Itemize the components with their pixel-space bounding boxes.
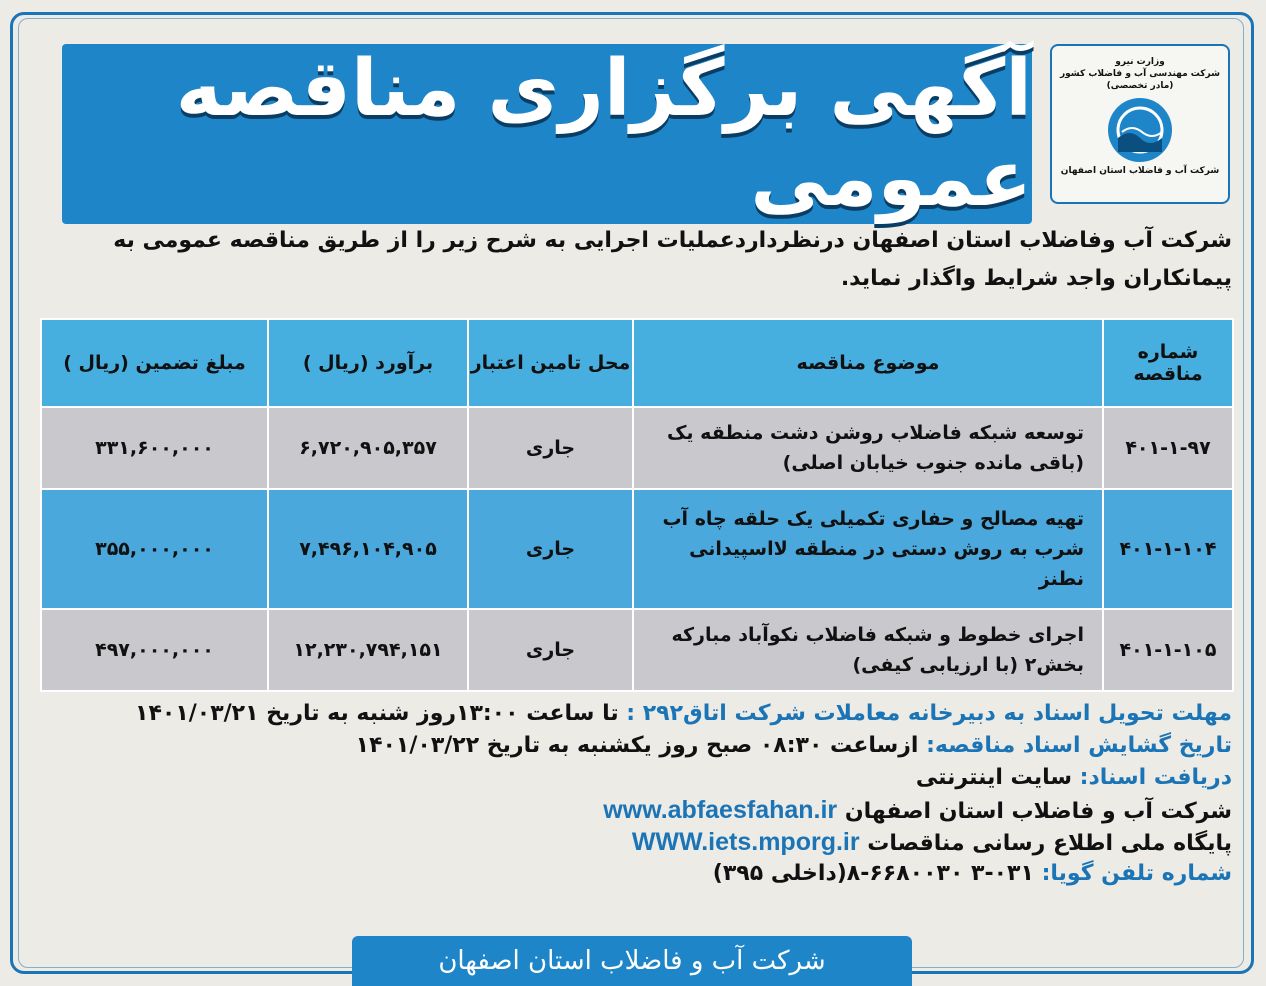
- cell-tender-number: ۴۰۱-۱-۹۷: [1103, 407, 1233, 489]
- cell-subject: توسعه شبکه فاضلاب روشن دشت منطقه یک (باقی مانده جنوب خیابان اصلی): [633, 407, 1103, 489]
- intro-paragraph: شرکت آب وفاضلاب استان اصفهان درنظرداردعملیات اجرایی به شرح زیر را از طریق مناقصه عمومی به پیمانکاران واجد شرایط واگذار نماید.: [113, 228, 1232, 291]
- cell-estimate: ۶,۷۲۰,۹۰۵,۳۵۷: [268, 407, 468, 489]
- logo-company: شرکت مهندسی آب و فاضلاب کشور: [1059, 69, 1220, 79]
- title-banner: [62, 44, 1032, 224]
- cell-subject: اجرای خطوط و شبکه فاضلاب نکوآباد مبارکه بخش۲ (با ارزیابی کیفی): [633, 609, 1103, 691]
- cell-funding-source: جاری: [468, 407, 633, 489]
- cell-guarantee: ۴۹۷,۰۰۰,۰۰۰: [41, 609, 268, 691]
- logo-ministry: وزارت نیرو: [1115, 57, 1165, 67]
- table-row: [41, 407, 1233, 489]
- header-subject: موضوع مناقصه: [633, 319, 1103, 407]
- cell-estimate: ۱۲,۲۳۰,۷۹۴,۱۵۱: [268, 609, 468, 691]
- docs-label: دریافت اسناد:: [1079, 765, 1232, 790]
- cell-subject: تهیه مصالح و حفاری تکمیلی یک حلقه چاه آب شرب به روش دستی در منطقه لااسپیدانی نطنز: [633, 489, 1103, 610]
- site2-text: پایگاه ملی اطلاع رسانی مناقصات: [867, 831, 1232, 856]
- site1-text: شرکت آب و فاضلاب استان اصفهان: [844, 799, 1232, 824]
- cell-funding-source: جاری: [468, 609, 633, 691]
- logo-subtitle: (مادر تخصصی): [1106, 81, 1174, 91]
- cell-guarantee: ۳۵۵,۰۰۰,۰۰۰: [41, 489, 268, 610]
- phone-value: ۰۳۱-۳ ۶۶۸۰۰۳۰-۸(داخلی ۳۹۵): [712, 861, 1034, 886]
- docs-value: سایت اینترنتی: [915, 765, 1072, 790]
- opening-label: تاریخ گشایش اسناد مناقصه:: [926, 733, 1232, 758]
- header-guarantee: مبلغ تضمین (ریال ): [41, 319, 268, 407]
- cell-funding-source: جاری: [468, 489, 633, 610]
- footer-text: شرکت آب و فاضلاب استان اصفهان: [438, 946, 826, 976]
- docs-line: [40, 762, 1232, 794]
- site2-link[interactable]: WWW.iets.mporg.ir: [631, 828, 860, 856]
- company-logo: [1050, 44, 1230, 204]
- table-header-row: [41, 319, 1233, 407]
- opening-value: ازساعت ۰۸:۳۰ صبح روز یکشنبه به تاریخ ۱۴۰۱/۰۳/۲۲: [355, 733, 919, 758]
- deadline-label: مهلت تحویل اسناد به دبیرخانه معاملات شرکت اتاق۲۹۲ :: [626, 701, 1232, 726]
- tender-table: [40, 318, 1232, 692]
- cell-estimate: ۷,۴۹۶,۱۰۴,۹۰۵: [268, 489, 468, 610]
- phone-label: شماره تلفن گویا:: [1041, 861, 1232, 886]
- page-title: آگهی برگزاری مناقصه عمومی: [175, 44, 1032, 224]
- site2-line: [40, 826, 1232, 858]
- phone-line: [40, 858, 1232, 890]
- logo-footer: شرکت آب و فاضلاب استان اصفهان: [1060, 166, 1220, 176]
- site1-line: [40, 794, 1232, 826]
- site1-link[interactable]: www.abfaesfahan.ir: [603, 796, 838, 824]
- cell-guarantee: ۳۳۱,۶۰۰,۰۰۰: [41, 407, 268, 489]
- footer-banner: [352, 936, 912, 986]
- logo-header: [1052, 56, 1228, 92]
- header-tender-number: شماره مناقصه: [1103, 319, 1233, 407]
- opening-line: [40, 730, 1232, 762]
- table-row: [41, 609, 1233, 691]
- header-funding-source: محل تامین اعتبار: [468, 319, 633, 407]
- water-drop-icon: [1108, 98, 1172, 162]
- deadline-value: تا ساعت ۱۳:۰۰روز شنبه به تاریخ ۱۴۰۱/۰۳/۲۱: [135, 701, 619, 726]
- cell-tender-number: ۴۰۱-۱-۱۰۵: [1103, 609, 1233, 691]
- tender-info: [40, 698, 1232, 890]
- header-estimate: برآورد (ریال ): [268, 319, 468, 407]
- cell-tender-number: ۴۰۱-۱-۱۰۴: [1103, 489, 1233, 610]
- table-row: [41, 489, 1233, 610]
- deadline-line: [40, 698, 1232, 730]
